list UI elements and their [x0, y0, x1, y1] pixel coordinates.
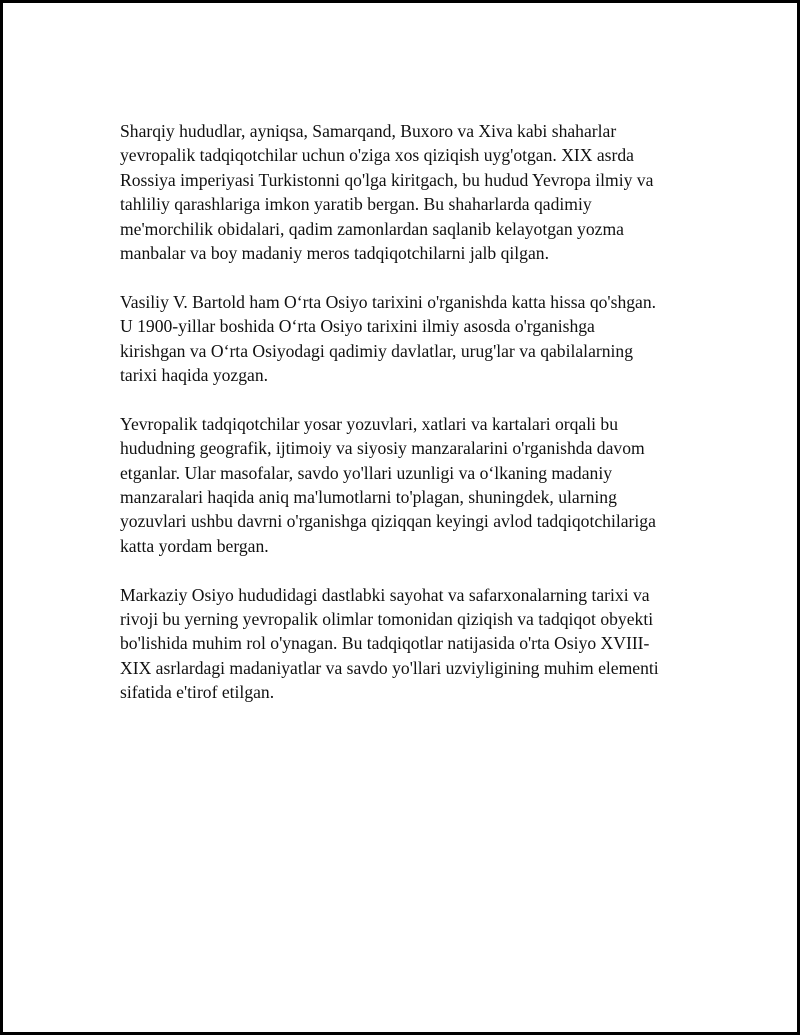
paragraph-2: Vasiliy V. Bartold ham O‘rta Osiyo tarixini o'rganishda katta hissa qo'shgan. U 1900-yillar boshida O‘rta Osiyo tarixini ilmiy asosda o'rganishga kirishgan va O‘rta Osiyodagi qadimiy davlatlar, urug'lar va qabilalarning tarixi haqida yozgan. — [120, 291, 657, 386]
paragraph-4: Markaziy Osiyo hududidagi dastlabki sayohat va safarxonalarning tarixi va rivoji bu yerning yevropalik olimlar tomonidan qiziqish va tadqiqot obyekti bo'lishida muhim rol o'ynagan. Bu tadqiqotlar natijasida o'rta Osiyo XVIII- XIX asrlardagi madaniyatlar va savdo yo'llari uzviyligining muhim elementi sifatida e'tirof etilgan. — [120, 584, 659, 703]
document-body — [120, 119, 705, 729]
paragraph-1: Sharqiy hududlar, ayniqsa, Samarqand, Buxoro va Xiva kabi shaharlar yevropalik tadqiqotchilar uchun o'ziga xos qiziqish uyg'otgan. XIX asrda Rossiya imperiyasi Turkistonni qo'lga kiritgach, bu hudud Yevropa ilmiy va tahliliy qarashlariga imkon yaratib bergan. Bu shaharlarda qadimiy me'morchilik obidalari, qadim zamonlardan saqlanib kelayotgan yozma manbalar va boy madaniy meros tadqiqotchilarni jalb qilgan. — [120, 121, 654, 264]
paragraph-3: Yevropalik tadqiqotchilar yosar yozuvlari, xatlari va kartalari orqali bu hududning geografik, ijtimoiy va siyosiy manzaralarini o'rganishda davom etganlar. Ular masofalar, savdo yo'llari uzunligi va o‘lkaning madaniy manzaralari haqida aniq ma'lumotlarni to'plagan, shuningdek, ularning yozuvlari ushbu davrni o'rganishga qiziqqan keyingi avlod tadqiqotchilariga katta yordam bergan. — [120, 413, 656, 556]
